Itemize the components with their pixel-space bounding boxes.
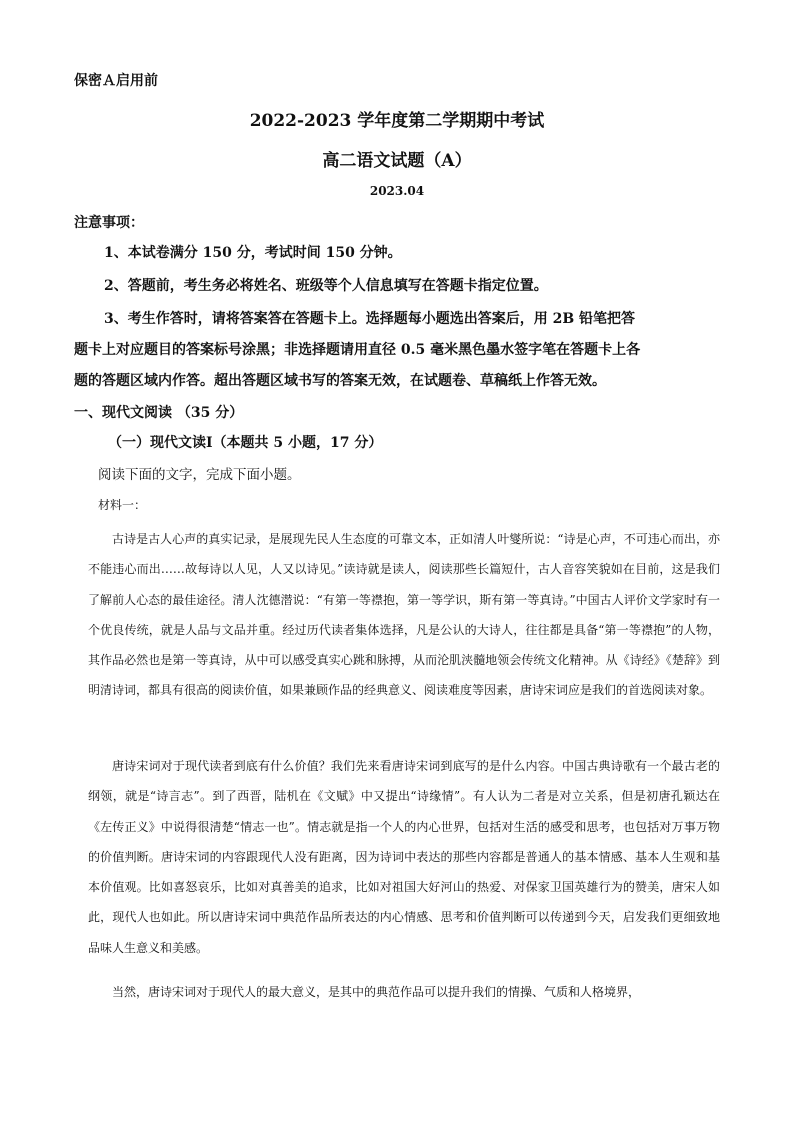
sub-section-title: （一）现代文读Ⅰ（本题共 5 小题，17 分） (108, 435, 383, 451)
passage-paragraph-1: 古诗是古人心声的真实记录，是展现先民人生态度的可靠文本，正如清人叶燮所说：“诗是心声，不可违心而出，亦不能违心而出……故每诗以人见，人又以诗见。”读诗就是读人，阅读那些长篇短什，古人音容笑貌如在目前，这是我们了解前人心态的最佳途径。清人沈德潜说：“有第一等襟抱，第一等学识，斯有第一等真诗。”中国古人评价文学家时有一个优良传统，就是人品与文品并重。经过历代读者集体选择，凡是公认的大诗人，往往都是具备“第一等襟抱”的人物，其作品必然也是第一等真诗，从中可以感受真实心跳和脉搏，从而沦肌浃髓地领会传统文化精神。从《诗经》《楚辞》到明清诗词，都具有很高的阅读价值，如果兼顾作品的经典意义、阅读难度等因素，唐诗宋词应是我们的首选阅读对象。 (88, 532, 720, 698)
exam-title: 2022-2023 学年度第二学期期中考试 (249, 111, 545, 131)
notice-title: 注意事项： (74, 215, 144, 231)
confidential-label: 保密Ａ启用前 (74, 73, 158, 89)
notice-item-2: 2、答题前，考生务必将姓名、班级等个人信息填写在答题卡指定位置。 (104, 278, 548, 294)
passage-paragraph-2: 唐诗宋词对于现代读者到底有什么价值？我们先来看唐诗宋词到底写的是什么内容。中国古典诗歌有一个最古老的纲领，就是“诗言志”。到了西晋，陆机在《文赋》中又提出“诗缘情”。有人认为二者是对立关系，但是初唐孔颖达在《左传正义》中说得很清楚“情志一也”。情志就是指一个人的内心世界，包括对生活的感受和思考，也包括对万事万物的价值判断。唐诗宋词的内容跟现代人没有距离，因为诗词中表达的那些内容都是普通人的基本情感、基本人生观和基本价值观。比如喜怒哀乐，比如对真善美的追求，比如对祖国大好河山的热爱、对保家卫国英雄行为的赞美，唐宋人如此，现代人也如此。所以唐诗宋词中典范作品所表达的内心情感、思考和价值判断可以传递到今天，启发我们更细致地品味人生意义和美感。 (88, 759, 720, 955)
notice-item-1: 1、本试卷满分 150 分，考试时间 150 分钟。 (104, 245, 402, 261)
exam-date: 2023.04 (369, 184, 425, 198)
subject-title: 高二语文试题（A） (322, 151, 472, 171)
notice-item-3-line-3: 题的答题区域内作答。超出答题区域书写的答案无效，在试题卷、草稿纸上作答无效。 (74, 373, 606, 389)
notice-item-3-line-2: 题卡上对应题目的答案标号涂黑；非选择题请用直径 0.5 毫米黑色墨水签字笔在答题卡上各 (74, 342, 641, 358)
passage-paragraph-3: 当然，唐诗宋词对于现代人的最大意义，是其中的典范作品可以提升我们的情操、气质和人格境界， (112, 985, 641, 999)
reading-instruction: 阅读下面的文字，完成下面小题。 (98, 467, 301, 483)
section-title: 一、现代文阅读 （35 分） (74, 405, 244, 421)
material-label: 材料一： (98, 498, 147, 512)
notice-item-3-line-1: 3、考生作答时，请将答案答在答题卡上。选择题每小题选出答案后，用 2B 铅笔把答 (104, 311, 636, 327)
